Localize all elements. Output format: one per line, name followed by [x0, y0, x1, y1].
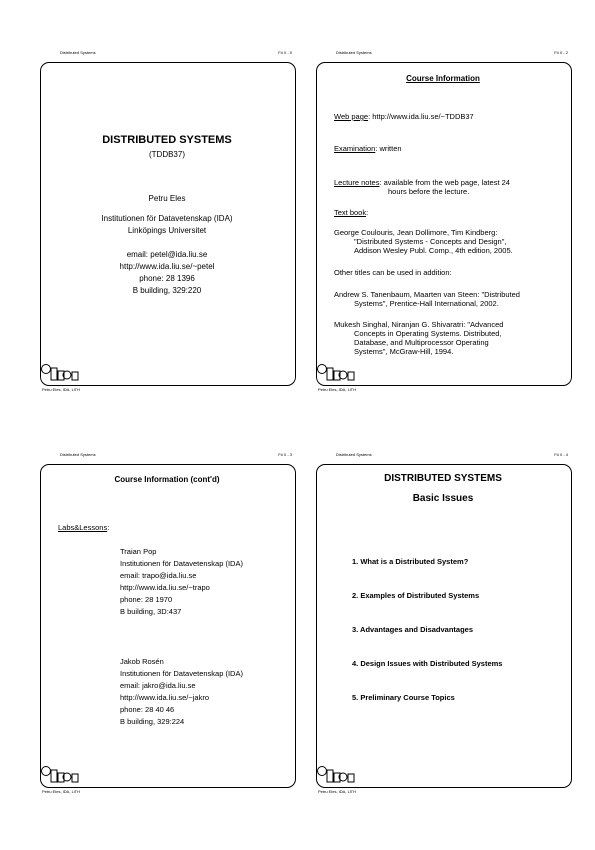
ref2-line-4: Systems", McGraw-Hill, 1994. — [354, 347, 454, 356]
book-line-3: Addison Wesley Publ. Comp., 4th edition, 2005. — [354, 246, 513, 255]
assistant-2-phone: phone: 28 40 46 — [120, 705, 175, 714]
assistant-1-name: Traian Pop — [120, 547, 157, 556]
slide-title: Course Information (cont'd) — [114, 475, 220, 484]
lith-logo-icon — [40, 358, 80, 382]
slide-subtitle: Basic Issues — [412, 493, 474, 504]
institution: Institutionen för Datavetenskap (IDA) — [101, 214, 233, 223]
lith-logo-icon — [40, 760, 80, 784]
slide-header — [316, 48, 572, 58]
header-title: Distributed Systems — [336, 452, 372, 457]
lecture-notes-label: Lecture notes — [334, 178, 380, 187]
slide-footer: Petru Eles, IDA, LiTH — [42, 789, 81, 794]
lith-logo-icon — [316, 358, 356, 382]
topic-item-1: 1. What is a Distributed System? — [352, 557, 469, 566]
ref2-line-2: Concepts in Operating Systems. Distributed, — [354, 329, 502, 338]
university: Linköpings Universitet — [127, 226, 207, 235]
book-line-1: George Coulouris, Jean Dollimore, Tim Kindberg: — [334, 228, 498, 237]
page-number: Fö 0 - 4 — [554, 452, 568, 457]
slide-1 — [40, 48, 296, 448]
page-number: Fö 0 - 3 — [278, 452, 292, 457]
examination-line — [334, 144, 402, 154]
ref2-line-1: Mukesh Singhal, Niranjan G. Shivaratri: "Advanced — [334, 320, 504, 329]
slide-body — [316, 464, 570, 764]
slide-2 — [316, 48, 572, 448]
examination-label: Examination — [334, 144, 376, 153]
slide-body — [316, 62, 570, 362]
topic-item-3: 3. Advantages and Disadvantages — [352, 625, 474, 634]
assistant-2-inst: Institutionen för Datavetenskap (IDA) — [120, 669, 243, 678]
course-code: (TDDB37) — [148, 150, 185, 159]
web-page-line — [334, 112, 474, 122]
slide-footer: Petru Eles, IDA, LiTH — [318, 789, 357, 794]
building: B building, 329:220 — [132, 286, 202, 295]
assistant-2-name: Jakob Rosén — [120, 657, 164, 666]
book-line-2: "Distributed Systems - Concepts and Design", — [354, 237, 507, 246]
text-book-colon: : — [366, 208, 369, 217]
email: email: petel@ida.liu.se — [126, 250, 208, 259]
assistant-1-web: http://www.ida.liu.se/~trapo — [120, 583, 210, 592]
labs-lessons-colon: : — [107, 523, 110, 532]
author-name: Petru Eles — [148, 194, 186, 203]
assistant-2-building: B building, 329:224 — [120, 717, 185, 726]
web-page-label: Web page — [334, 112, 369, 121]
assistant-1-inst: Institutionen för Datavetenskap (IDA) — [120, 559, 243, 568]
page-number: Fö 0 - 2 — [554, 50, 568, 55]
assistant-1-phone: phone: 28 1970 — [120, 595, 173, 604]
slide-title: Course Information — [406, 74, 480, 83]
assistant-1-building: B building, 3D:437 — [120, 607, 182, 616]
slide-title: DISTRIBUTED SYSTEMS — [384, 473, 502, 484]
slide-body — [40, 464, 294, 764]
lith-logo-icon — [316, 760, 356, 784]
examination-value: : written — [375, 144, 402, 153]
slide-header — [316, 450, 572, 460]
slide-body — [40, 62, 294, 362]
website: http://www.ida.liu.se/~petel — [119, 262, 215, 271]
header-title: Distributed Systems — [336, 50, 372, 55]
slide-3 — [40, 450, 296, 850]
ref2-line-3: Database, and Multiprocessor Operating — [354, 338, 489, 347]
slide-footer: Petru Eles, IDA, LiTH — [42, 387, 81, 392]
assistant-2-email: email: jakro@ida.liu.se — [120, 681, 196, 690]
assistant-2-web: http://www.ida.liu.se/~jakro — [120, 693, 210, 702]
slide-4 — [316, 450, 572, 850]
ref1-line-2: Systems", Prentice-Hall International, 2002. — [354, 299, 499, 308]
slide-footer: Petru Eles, IDA, LiTH — [318, 387, 357, 392]
labs-lessons-line — [58, 522, 109, 534]
header-title: Distributed Systems — [60, 50, 96, 55]
header-title: Distributed Systems — [60, 452, 96, 457]
slide-header — [40, 450, 296, 460]
slide-header — [40, 48, 296, 58]
topic-item-2: 2. Examples of Distributed Systems — [352, 591, 480, 600]
topic-item-5: 5. Preliminary Course Topics — [352, 693, 455, 702]
topic-item-4: 4. Design Issues with Distributed Systems — [352, 659, 503, 668]
ref1-line-1: Andrew S. Tanenbaum, Maarten van Steen: "Distributed — [334, 290, 520, 299]
phone: phone: 28 1396 — [139, 274, 195, 283]
text-book-line — [334, 208, 368, 218]
lecture-notes-value: : available from the web page, latest 24 — [379, 178, 510, 187]
web-page-value: : http://www.ida.liu.se/~TDDB37 — [368, 112, 474, 121]
assistant-1-email: email: trapo@ida.liu.se — [120, 571, 197, 580]
labs-lessons-label: Labs&Lessons — [58, 523, 108, 532]
text-book-label: Text book — [334, 208, 367, 217]
page-number: Fö 0 - 0 — [278, 50, 292, 55]
slide-title: DISTRIBUTED SYSTEMS — [102, 134, 232, 146]
other-titles: Other titles can be used in addition: — [334, 268, 452, 277]
lecture-notes-value-2: hours before the lecture. — [388, 187, 470, 196]
